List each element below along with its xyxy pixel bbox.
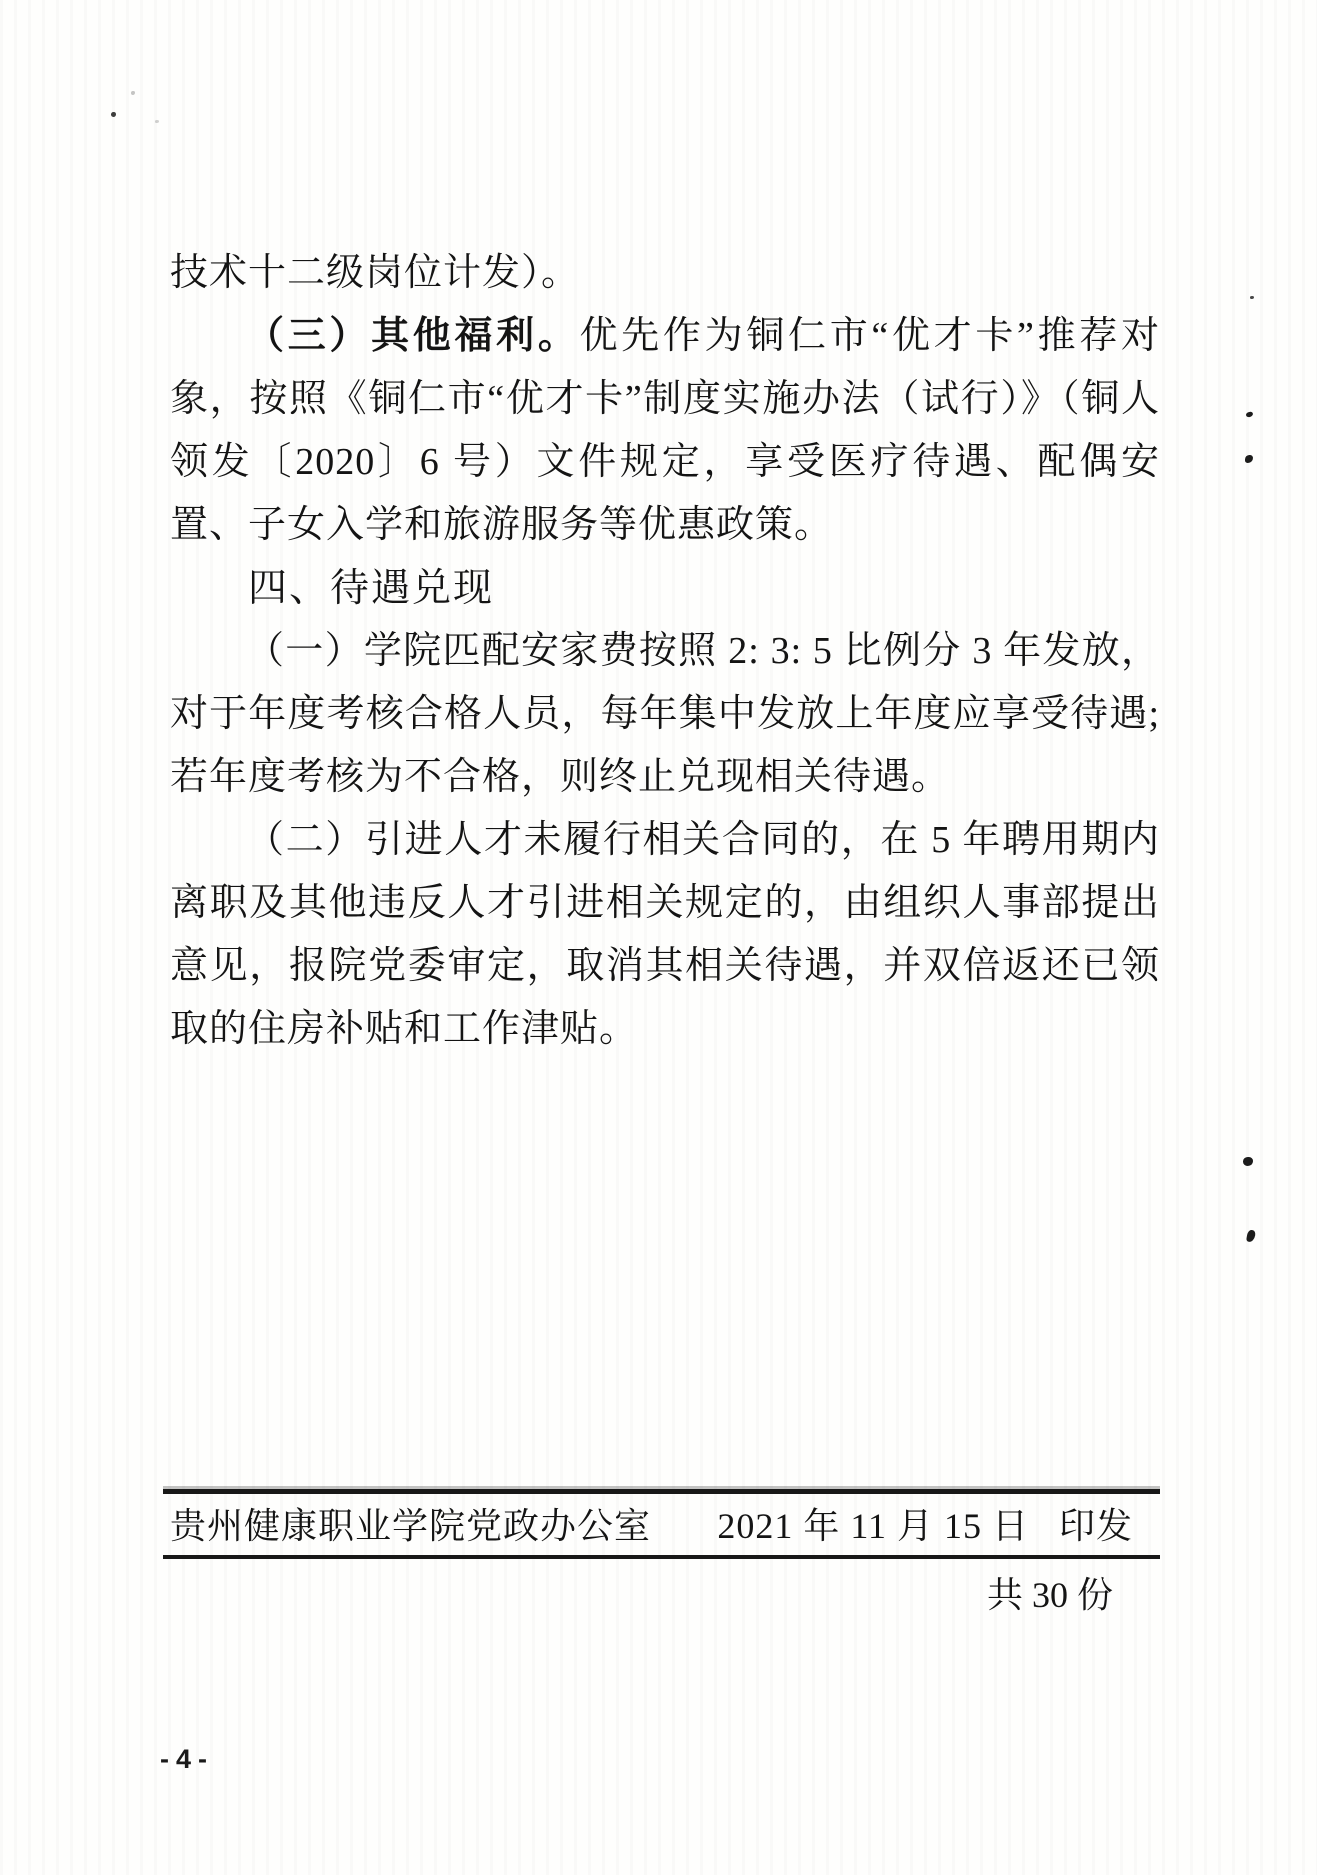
paragraph-item-1: （一）学院匹配安家费按照 2: 3: 5 比例分 3 年发放，对于年度考核合格人员，每年集中发放上年度应享受待遇; 若年度考核为不合格，则终止兑现相关待遇。 (170, 630, 1160, 798)
colophon-rule-top (163, 1489, 1160, 1494)
scan-speck (1250, 296, 1254, 299)
scan-speck (1246, 1229, 1256, 1242)
scan-speck (1243, 1157, 1253, 1166)
paragraph-item-2: （二）引进人才未履行相关合同的，在 5 年聘用期内离职及其他违反人才引进相关规定的，由组织人事部提出意见，报院党委审定，取消其相关待遇，并双倍返还已领取的住房补贴和工作津贴。 (170, 819, 1160, 1050)
copies-count: 共 30 份 (986, 1575, 1113, 1615)
scan-speck (1245, 455, 1253, 463)
paragraph-bold-lead: （三）其他福利。 (246, 315, 580, 357)
section-heading: 四、待遇兑现 (248, 567, 495, 610)
scan-speck (131, 91, 135, 95)
scan-speck (155, 120, 159, 123)
paragraph-continuation: 技术十二级岗位计发）。 (170, 252, 581, 294)
colophon-rule-bottom (163, 1555, 1160, 1559)
colophon (170, 1505, 1155, 1547)
scan-speck (1245, 411, 1253, 418)
print-info (717, 1505, 1155, 1547)
print-action: 印发 (1058, 1506, 1133, 1546)
document-body (170, 242, 1160, 1061)
paragraph-text: 优先作为铜仁市“优才卡”推荐对象，按照《铜仁市“优才卡”制度实施办法（试行）》（铜人领发〔2020〕6 号）文件规定，享受医疗待遇、配偶安置、子女入学和旅游服务等优惠政策。 (170, 315, 1160, 546)
scan-speck (111, 112, 116, 117)
print-date: 2021 年 11 月 15 日 (717, 1506, 1029, 1546)
issuing-office: 贵州健康职业学院党政办公室 (170, 1506, 652, 1546)
paragraph-other-benefits (170, 305, 1160, 557)
page-number: -4- (160, 1744, 214, 1774)
